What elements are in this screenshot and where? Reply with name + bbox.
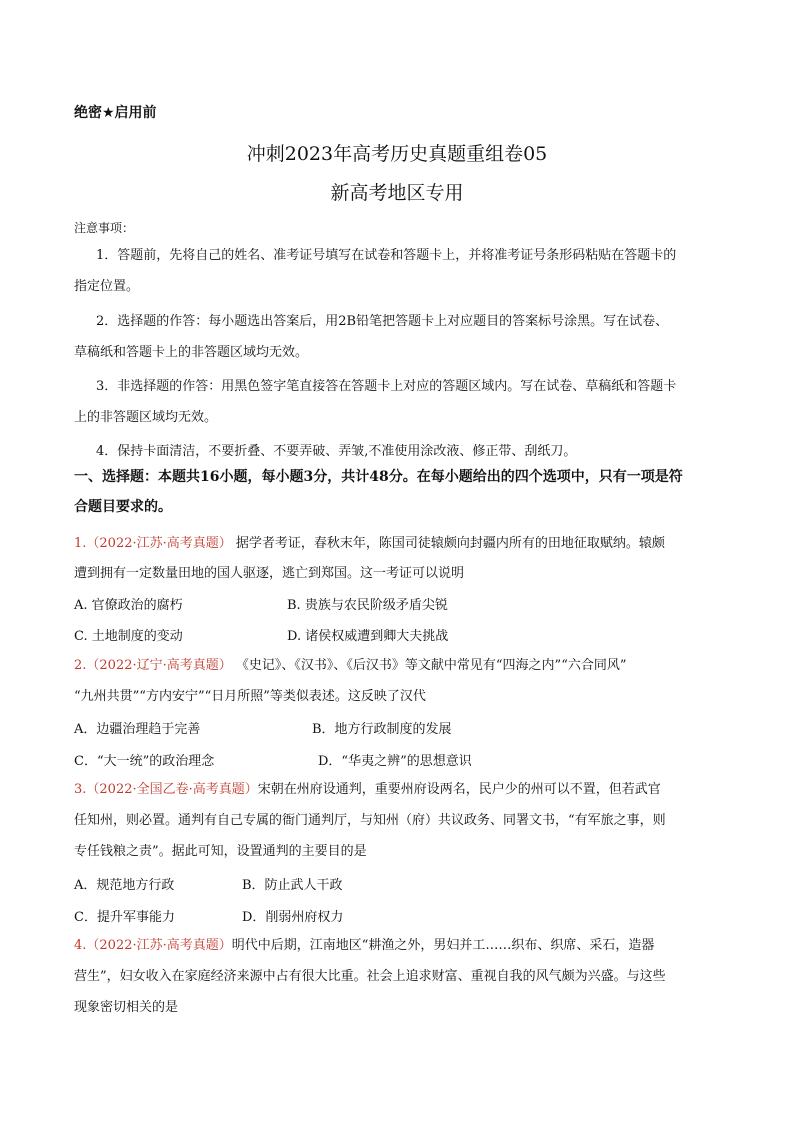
question-text: 《史记》、《汉书》、《后汉书》等文献中常见有“四海之内”“六合同风” [235,658,627,673]
question-3-option-c: C．提升军事能力 [74,910,175,925]
notice-item-1-line-2: 指定位置。 [74,279,140,294]
question-text: 据学者考证，春秋末年，陈国司徒辕颇向封疆内所有的田地征取赋纳。辕颇 [235,536,665,551]
question-1-option-b: B. 贵族与农民阶级矛盾尖锐 [287,598,448,613]
notice-label: 注意事项： [74,221,135,235]
question-1-line-2: 遭到拥有一定数量田地的国人驱逐，逃亡到郑国。这一考证可以说明 [74,566,465,581]
question-4-line-2: 营生”，妇女收入在家庭经济来源中占有很大比重。社会上追求财富、重视自我的风气颇为兴盛。与这些 [74,969,666,984]
section-heading-line-2: 合题目要求的。 [74,499,172,515]
question-2-option-c: C．“大一统”的政治理念 [74,754,215,769]
question-4-line-3: 现象密切相关的是 [74,1000,179,1015]
question-1-option-a: A. 官僚政治的腐朽 [74,598,183,613]
question-text: 明代中后期，江南地区“耕渔之外，男妇并工……织布、织席、采石，造器 [231,938,655,953]
paper-title: 冲刺2023年高考历史真题重组卷05 [246,143,548,165]
question-1-option-d: D. 诸侯权威遭到卿大夫挑战 [287,629,449,644]
confidential-label: 绝密★启用前 [74,105,157,121]
notice-item-3-line-2: 上的非答题区域均无效。 [74,410,218,425]
question-2-line-1 [74,650,627,681]
question-2-option-b: B．地方行政制度的发展 [312,722,452,737]
paper-subtitle: 新高考地区专用 [330,182,464,204]
notice-item-4: 4．保持卡面清洁，不要折叠、不要弄破、弄皱,不准使用涂改液、修正带、刮纸刀。 [96,444,577,459]
notice-item-2-line-2: 草稿纸和答题卡上的非答题区域均无效。 [74,345,309,360]
question-3-line-3: 专任钱粮之责”。据此可知，设置通判的主要目的是 [74,844,367,859]
question-2-line-2: “九州共贯”“方内安宁”“日月所照”等类似表述。这反映了汉代 [74,689,426,704]
section-heading-line-1: 一、选择题：本题共16小题，每小题3分，共计48分。在每小题给出的四个选项中，只有一项是符 [74,469,683,485]
question-source: （2022·江苏·高考真题） [86,536,232,551]
question-3-option-b: B．防止武人干政 [242,878,343,893]
notice-item-3-line-1: 3．非选择题的作答：用黑色签字笔直接答在答题卡上对应的答题区域内。写在试卷、草稿纸和答题卡 [96,379,677,394]
question-source: （2022·江苏·高考真题） [86,938,232,953]
question-number: 3. [74,782,87,797]
question-1-option-c: C. 土地制度的变动 [74,629,183,644]
question-number: 4. [74,938,87,953]
notice-item-2-line-1: 2．选择题的作答：每小题选出答案后，用2B铅笔把答题卡上对应题目的答案标号涂黑。写在试卷、 [96,314,669,329]
notice-item-1-line-1: 1．答题前，先将自己的姓名、准考证号填写在试卷和答题卡上，并将准考证号条形码粘贴在答题卡的 [96,248,677,263]
question-source: （2022·辽宁·高考真题） [86,658,232,673]
question-4-line-1 [74,930,654,961]
question-1-line-1 [74,528,665,559]
question-3-option-d: D．削弱州府权力 [242,910,344,925]
question-text: 宋朝在州府设通判，重要州府设两名，民户少的州可以不置，但若武官 [257,782,661,797]
question-3-line-1 [74,774,661,805]
question-2-option-d: D．“华夷之辨”的思想意识 [318,754,472,769]
question-number: 1. [74,536,87,551]
question-number: 2. [74,658,87,673]
question-source: （2022·全国乙卷·高考真题） [86,782,258,797]
question-2-option-a: A．边疆治理趋于完善 [74,722,201,737]
question-3-option-a: A．规范地方行政 [74,878,175,893]
question-3-line-2: 任知州，则必置。通判有自己专属的衙门通判厅，与知州（府）共议政务、同署文书，“有军旅之事，则 [74,813,666,828]
